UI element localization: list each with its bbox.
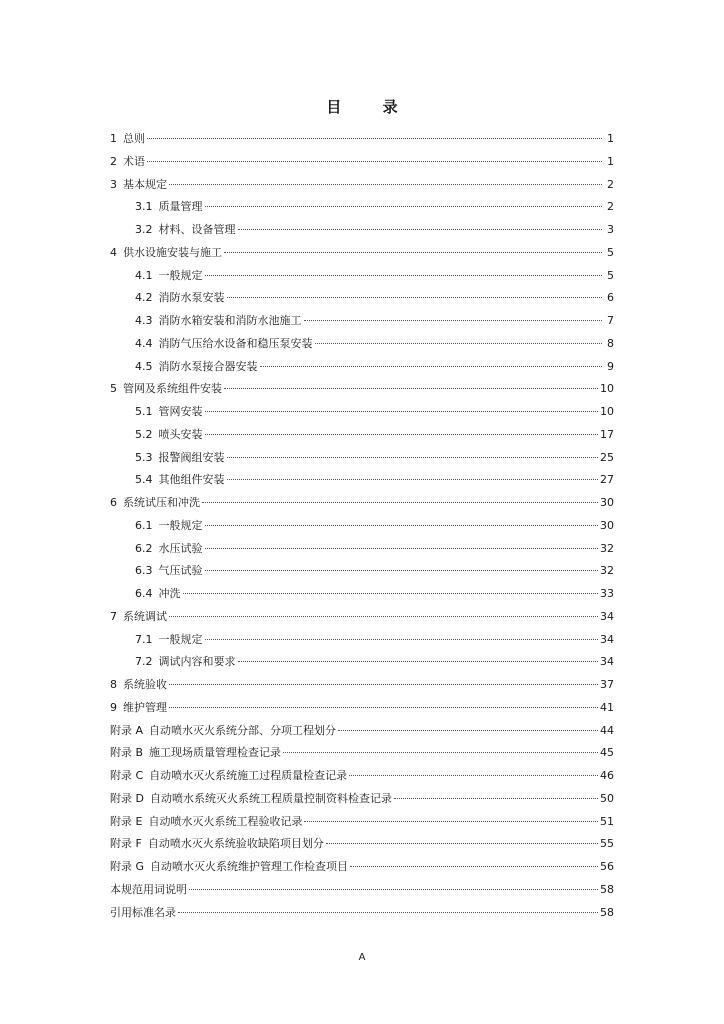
toc-entry[interactable] bbox=[110, 720, 614, 743]
toc-entry-page: 44 bbox=[600, 723, 614, 737]
toc-entry-page: 5 bbox=[607, 245, 614, 259]
toc-entry-page: 34 bbox=[600, 655, 614, 669]
toc-entry-number: 3.1 bbox=[135, 200, 153, 214]
toc-entry[interactable] bbox=[110, 265, 614, 288]
toc-dot-leader bbox=[205, 639, 599, 640]
toc-entry-number: 4.4 bbox=[135, 336, 153, 350]
toc-dot-leader bbox=[147, 161, 602, 162]
toc-entry-label: 系统试压和冲洗 bbox=[123, 496, 200, 509]
toc-entry-number: 8 bbox=[110, 678, 117, 691]
toc-entry-page: 37 bbox=[600, 678, 614, 691]
toc-entry-label: 系统调试 bbox=[123, 609, 167, 623]
toc-entry[interactable] bbox=[110, 811, 614, 834]
toc-entry[interactable] bbox=[110, 856, 614, 879]
toc-entry-number: 5.4 bbox=[135, 473, 153, 487]
toc-entry[interactable] bbox=[110, 902, 614, 925]
toc-entry-page: 2 bbox=[607, 200, 614, 214]
toc-entry-label: 管网及系统组件安装 bbox=[123, 382, 222, 396]
toc-entry-label: 自动喷水系统灭火系统工程质量控制资料检查记录 bbox=[149, 791, 392, 805]
toc-entry-number: 5.1 bbox=[135, 405, 153, 418]
toc-entry-page: 50 bbox=[600, 791, 614, 805]
toc-entry-number: 4.5 bbox=[135, 359, 153, 373]
toc-entry-page: 10 bbox=[600, 405, 614, 418]
toc-dot-leader bbox=[178, 912, 598, 913]
toc-entry[interactable] bbox=[110, 151, 614, 174]
toc-dot-leader bbox=[169, 184, 602, 185]
toc-dot-leader bbox=[349, 775, 598, 776]
toc-entry-number: 7.2 bbox=[135, 655, 153, 669]
toc-entry-number: 4.1 bbox=[135, 268, 153, 282]
toc-entry[interactable] bbox=[110, 378, 614, 401]
toc-entry-label: 一般规定 bbox=[158, 268, 203, 282]
toc-entry[interactable] bbox=[110, 765, 614, 788]
toc-dot-leader bbox=[227, 457, 599, 458]
toc-entry-label: 施工现场质量管理检查记录 bbox=[149, 746, 282, 760]
toc-entry-label: 冲洗 bbox=[158, 587, 181, 600]
toc-dot-leader bbox=[169, 684, 598, 685]
toc-entry-number: 1 bbox=[110, 132, 117, 145]
toc-entry-page: 46 bbox=[600, 769, 614, 782]
toc-entry-label: 基本规定 bbox=[123, 177, 167, 191]
toc-dot-leader bbox=[394, 798, 598, 799]
toc-entry[interactable] bbox=[110, 242, 614, 265]
toc-entry-number: 4 bbox=[110, 245, 117, 259]
toc-dot-leader bbox=[205, 411, 599, 412]
toc-dot-leader bbox=[304, 320, 603, 321]
toc-entry-label: 总则 bbox=[123, 132, 145, 145]
toc-dot-leader bbox=[205, 434, 599, 435]
toc-entry[interactable] bbox=[110, 196, 614, 219]
toc-entry-page: 17 bbox=[600, 427, 614, 441]
toc-entry-page: 58 bbox=[600, 882, 614, 896]
toc-entry-page: 45 bbox=[600, 746, 614, 760]
toc-entry[interactable] bbox=[110, 469, 614, 492]
toc-entry-label: 质量管理 bbox=[158, 200, 203, 214]
toc-entry-label: 自动喷水灭火系统工程验收记录 bbox=[148, 814, 303, 828]
toc-dot-leader bbox=[189, 889, 598, 890]
toc-entry-page: 32 bbox=[600, 564, 614, 578]
toc-dot-leader bbox=[260, 366, 603, 367]
page-number-footer: A bbox=[358, 952, 366, 963]
toc-entry-page: 30 bbox=[600, 518, 614, 532]
toc-entry-number: 附录 D bbox=[110, 791, 144, 805]
toc-entry-number: 3.2 bbox=[135, 223, 153, 236]
toc-entry-page: 41 bbox=[600, 700, 614, 714]
toc-entry-label: 自动喷水灭火系统施工过程质量检查记录 bbox=[149, 769, 348, 782]
toc-entry[interactable] bbox=[110, 310, 614, 333]
toc-entry-label: 自动喷水灭火系统维护管理工作检查项目 bbox=[150, 860, 349, 873]
toc-entry-page: 34 bbox=[600, 609, 614, 623]
toc-entry-label: 一般规定 bbox=[158, 518, 203, 532]
toc-entry-number: 6 bbox=[110, 496, 117, 509]
toc-entry-label: 气压试验 bbox=[158, 564, 203, 578]
toc-dot-leader bbox=[227, 479, 599, 480]
toc-entry-label: 消防水泵接合器安装 bbox=[158, 359, 258, 373]
toc-entry-number: 4.3 bbox=[135, 314, 153, 327]
toc-entry-label: 材料、设备管理 bbox=[158, 223, 236, 236]
toc-dot-leader bbox=[169, 707, 598, 708]
toc-entry-number: 3 bbox=[110, 177, 117, 191]
toc-entry-page: 25 bbox=[600, 450, 614, 464]
toc-entry[interactable] bbox=[110, 128, 614, 151]
toc-entry[interactable] bbox=[110, 424, 614, 447]
toc-entry-number: 6.3 bbox=[135, 564, 153, 578]
toc-entry-page: 51 bbox=[600, 814, 614, 828]
toc-entry-number: 附录 F bbox=[110, 837, 142, 851]
toc-entry-label: 自动喷水灭火系统分部、分项工程划分 bbox=[149, 723, 337, 737]
toc-entry-page: 8 bbox=[607, 336, 614, 350]
toc-entry-page: 6 bbox=[607, 291, 614, 305]
toc-dot-leader bbox=[224, 388, 598, 389]
toc-entry-label: 其他组件安装 bbox=[158, 473, 225, 487]
toc-entry-label: 消防水箱安装和消防水池施工 bbox=[158, 314, 302, 327]
toc-entry-page: 7 bbox=[607, 314, 614, 327]
toc-dot-leader bbox=[227, 297, 603, 298]
toc-entry-label: 喷头安装 bbox=[158, 427, 203, 441]
toc-entry[interactable] bbox=[110, 356, 614, 379]
toc-entry-label: 自动喷水灭火系统验收缺陷项目划分 bbox=[147, 837, 324, 851]
toc-entry-number: 6.4 bbox=[135, 587, 153, 600]
toc-entry-label: 管网安装 bbox=[158, 405, 203, 418]
toc-dot-leader bbox=[147, 138, 602, 139]
toc-entry-label: 供水设施安装与施工 bbox=[123, 245, 222, 259]
toc-entry-page: 10 bbox=[600, 382, 614, 396]
toc-entry[interactable] bbox=[110, 538, 614, 561]
toc-dot-leader bbox=[205, 525, 599, 526]
toc-dot-leader bbox=[224, 252, 602, 253]
toc-entry-number: 7.1 bbox=[135, 632, 153, 646]
toc-entry[interactable] bbox=[110, 651, 614, 674]
toc-entry-page: 1 bbox=[607, 154, 614, 168]
toc-dot-leader bbox=[304, 821, 598, 822]
toc-entry-number: 9 bbox=[110, 700, 117, 714]
toc-entry-page: 56 bbox=[600, 860, 614, 873]
toc-entry-label: 消防水泵安装 bbox=[158, 291, 225, 305]
toc-dot-leader bbox=[205, 548, 599, 549]
toc-entry-page: 32 bbox=[600, 541, 614, 555]
toc-entry-number: 附录 C bbox=[110, 769, 144, 782]
toc-entry-page: 30 bbox=[600, 496, 614, 509]
page-title: 目 录 bbox=[326, 98, 416, 116]
toc-entry[interactable] bbox=[110, 174, 614, 197]
toc-entry-number: 5.3 bbox=[135, 450, 153, 464]
toc-dot-leader bbox=[315, 343, 603, 344]
toc-dot-leader bbox=[283, 752, 598, 753]
toc-entry-page: 27 bbox=[600, 473, 614, 487]
toc-entry[interactable] bbox=[110, 515, 614, 538]
toc-entry-page: 2 bbox=[607, 177, 614, 191]
toc-entry-number: 附录 G bbox=[110, 860, 145, 873]
toc-entry[interactable] bbox=[110, 287, 614, 310]
toc-dot-leader bbox=[183, 593, 599, 594]
toc-entry-number: 7 bbox=[110, 609, 117, 623]
toc-dot-leader bbox=[326, 843, 598, 844]
toc-dot-leader bbox=[202, 502, 598, 503]
toc-entry-number: 附录 B bbox=[110, 746, 144, 760]
toc-entry[interactable] bbox=[110, 742, 614, 765]
toc-entry[interactable] bbox=[110, 629, 614, 652]
toc-entry-label: 维护管理 bbox=[123, 700, 167, 714]
toc-entry-label: 消防气压给水设备和稳压泵安装 bbox=[158, 336, 313, 350]
toc-entry-page: 34 bbox=[600, 632, 614, 646]
toc-entry-number: 附录 A bbox=[110, 723, 144, 737]
toc-entry[interactable] bbox=[110, 401, 614, 424]
toc-entry-label: 本规范用词说明 bbox=[110, 882, 187, 896]
toc-entry-page: 58 bbox=[600, 905, 614, 919]
toc-entry[interactable] bbox=[110, 879, 614, 902]
toc-entry[interactable] bbox=[110, 219, 614, 242]
table-of-contents bbox=[110, 128, 614, 924]
toc-entry-page: 9 bbox=[607, 359, 614, 373]
toc-dot-leader bbox=[238, 229, 603, 230]
toc-entry[interactable] bbox=[110, 674, 614, 697]
toc-entry[interactable] bbox=[110, 788, 614, 811]
toc-entry[interactable] bbox=[110, 333, 614, 356]
toc-dot-leader bbox=[205, 206, 603, 207]
toc-entry-number: 6.2 bbox=[135, 541, 153, 555]
toc-dot-leader bbox=[238, 661, 599, 662]
toc-entry-page: 33 bbox=[600, 587, 614, 600]
toc-entry-page: 55 bbox=[600, 837, 614, 851]
toc-dot-leader bbox=[350, 866, 598, 867]
toc-entry-page: 5 bbox=[607, 268, 614, 282]
toc-entry[interactable] bbox=[110, 583, 614, 606]
toc-dot-leader bbox=[169, 616, 598, 617]
toc-entry-label: 水压试验 bbox=[158, 541, 203, 555]
toc-entry[interactable] bbox=[110, 833, 614, 856]
toc-dot-leader bbox=[338, 730, 598, 731]
toc-entry[interactable] bbox=[110, 492, 614, 515]
toc-entry-label: 一般规定 bbox=[158, 632, 203, 646]
toc-entry-label: 术语 bbox=[123, 154, 145, 168]
toc-dot-leader bbox=[205, 570, 599, 571]
toc-entry[interactable] bbox=[110, 606, 614, 629]
toc-entry-page: 3 bbox=[607, 223, 614, 236]
toc-entry-number: 2 bbox=[110, 154, 117, 168]
toc-entry-label: 引用标准名录 bbox=[110, 905, 176, 919]
toc-entry-label: 报警阀组安装 bbox=[158, 450, 225, 464]
toc-entry-number: 附录 E bbox=[110, 814, 143, 828]
toc-entry-number: 5.2 bbox=[135, 427, 153, 441]
toc-entry-label: 系统验收 bbox=[123, 678, 167, 691]
toc-entry-label: 调试内容和要求 bbox=[158, 655, 236, 669]
toc-dot-leader bbox=[205, 275, 603, 276]
toc-entry-number: 6.1 bbox=[135, 518, 153, 532]
toc-entry[interactable] bbox=[110, 697, 614, 720]
toc-entry-page: 1 bbox=[607, 132, 614, 145]
toc-entry[interactable] bbox=[110, 560, 614, 583]
toc-entry-number: 5 bbox=[110, 382, 117, 396]
toc-entry[interactable] bbox=[110, 447, 614, 470]
toc-entry-number: 4.2 bbox=[135, 291, 153, 305]
